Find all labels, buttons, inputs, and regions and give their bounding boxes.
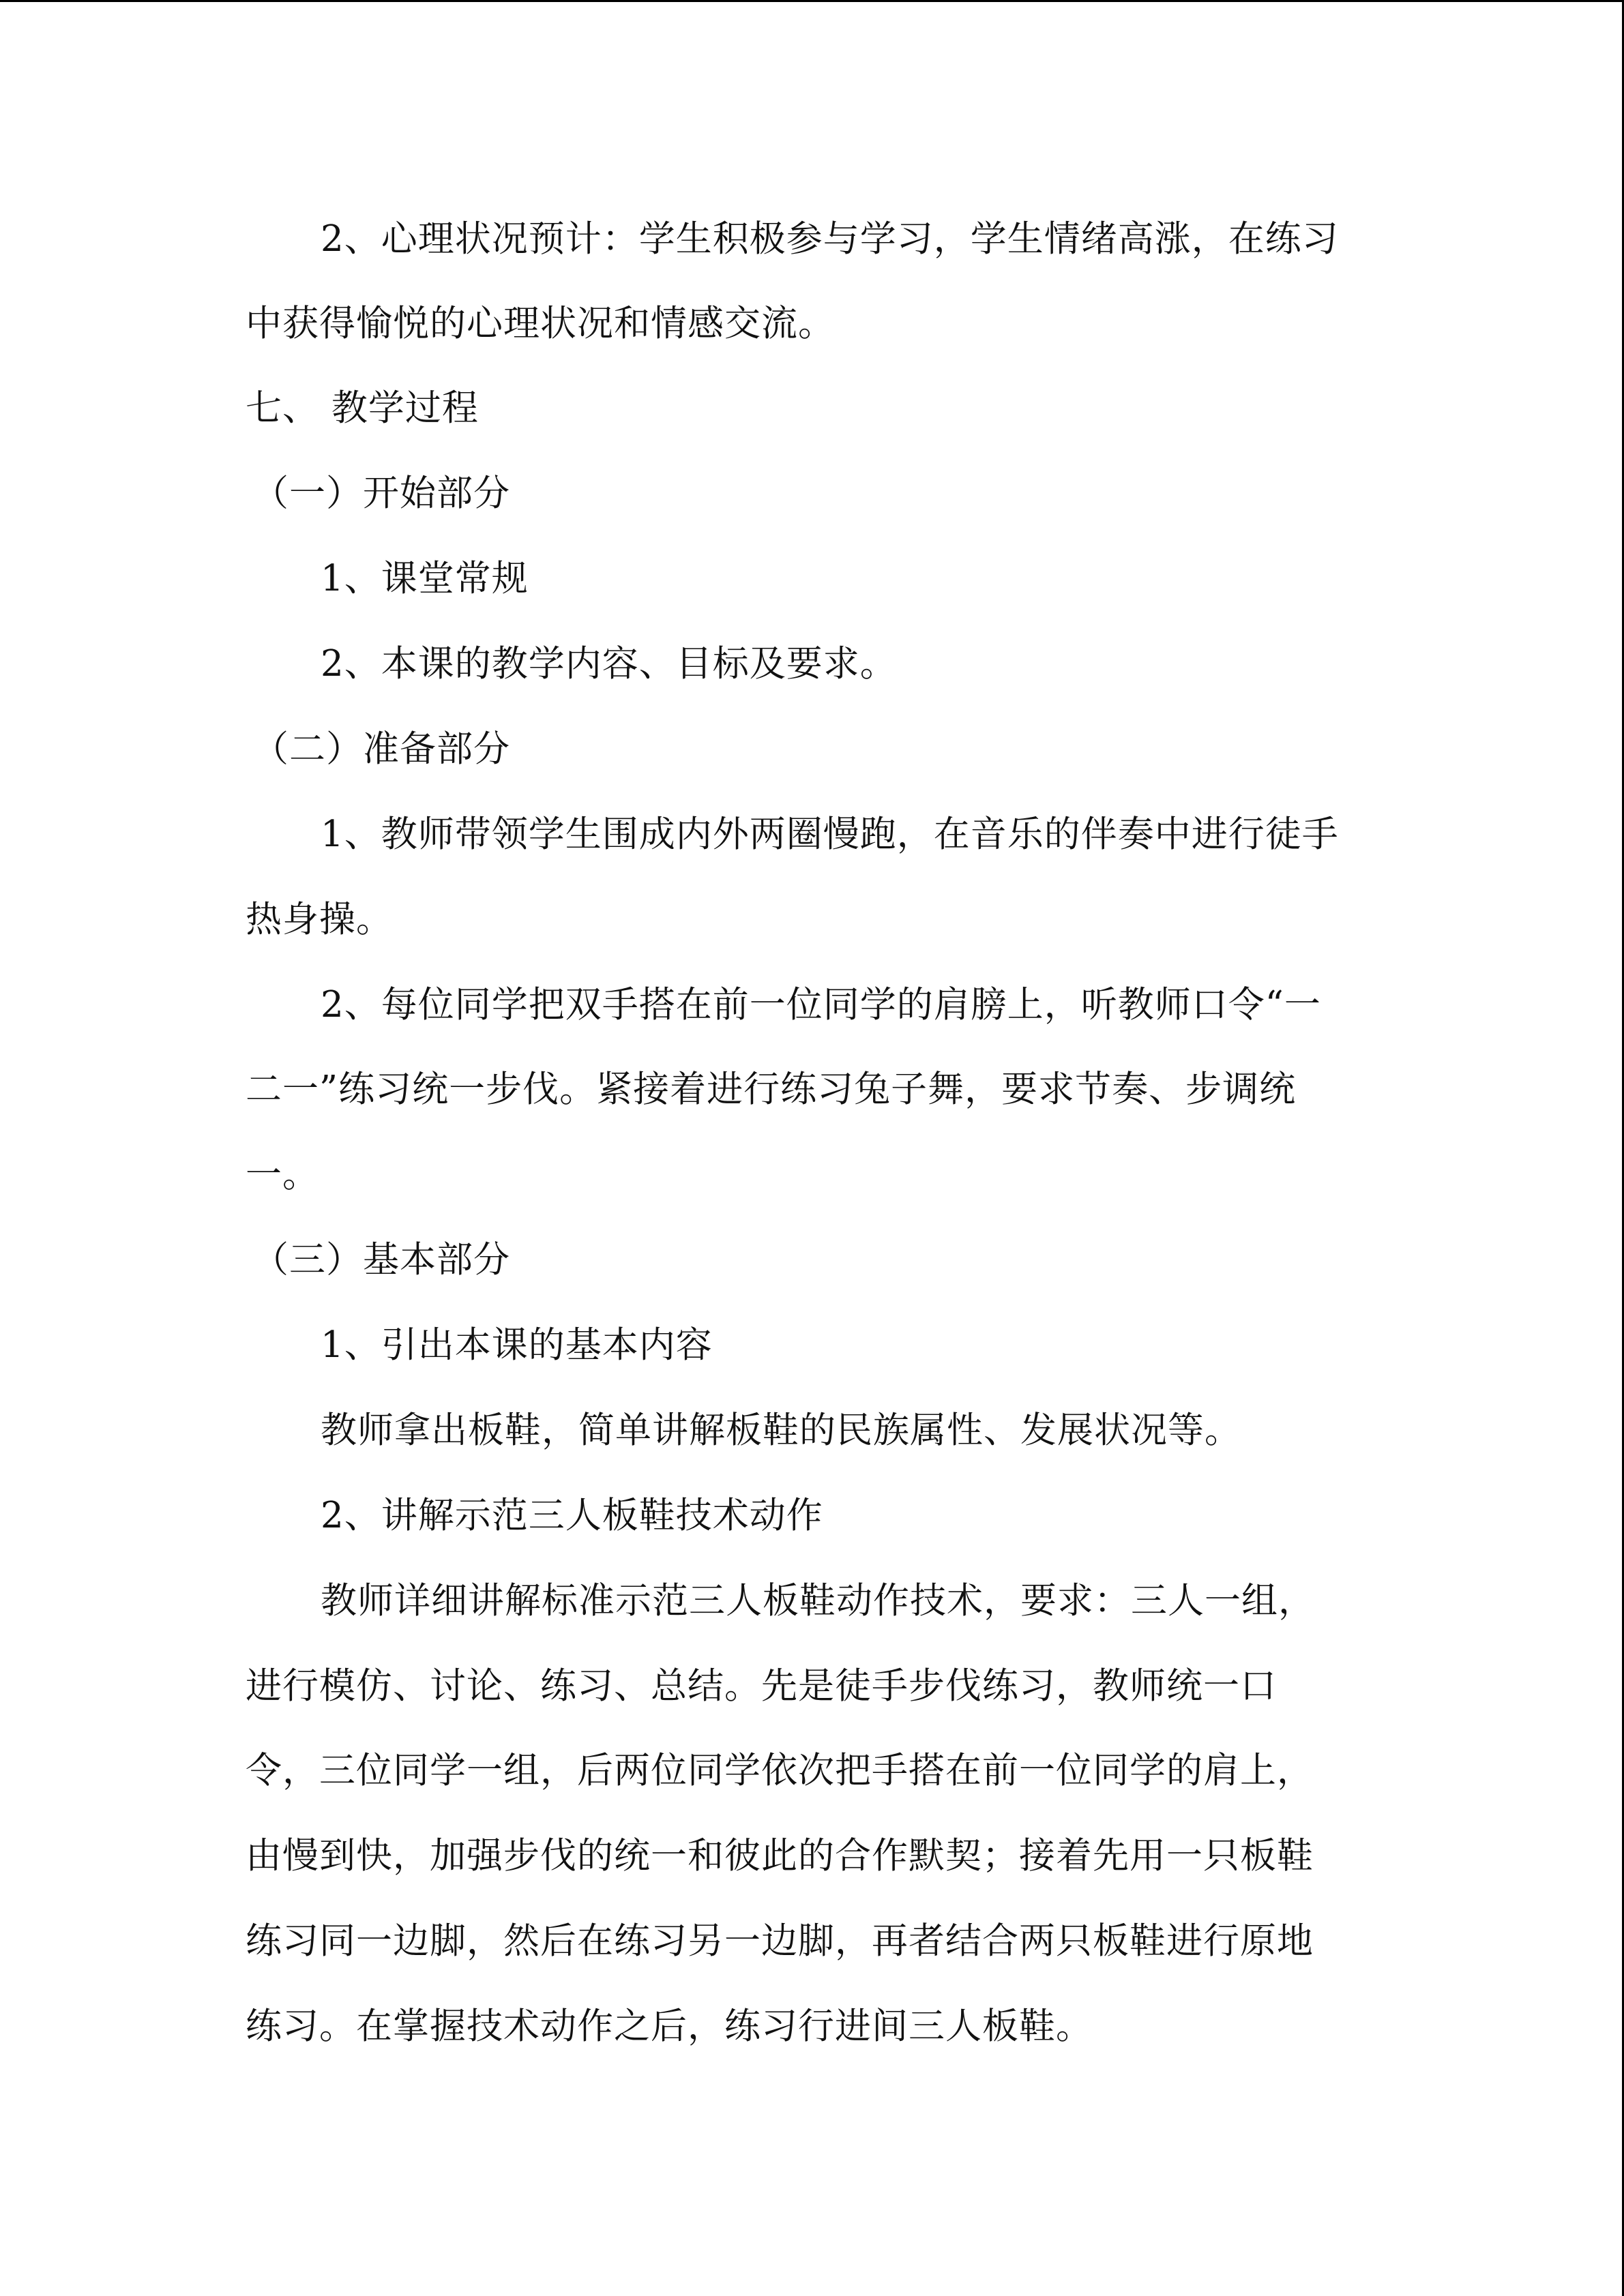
paragraph-line: 二一”练习统一步伐。紧接着进行练习兔子舞，要求节奏、步调统	[246, 1069, 1297, 1110]
paragraph-line: 令，三位同学一组，后两位同学依次把手搭在前一位同学的肩上，	[246, 1750, 1314, 1791]
paragraph-line: 1、教师带领学生围成内外两圈慢跑，在音乐的伴奏中进行徒手	[321, 814, 1339, 855]
subsection-heading: （一）开始部分	[252, 473, 510, 514]
paragraph-line: 一。	[246, 1154, 319, 1195]
paragraph-line: 2、每位同学把双手搭在前一位同学的肩膀上，听教师口令“一	[321, 984, 1321, 1026]
section-heading: 七、 教学过程	[246, 387, 479, 429]
subsection-heading: （二）准备部分	[252, 728, 510, 770]
paragraph-line: 由慢到快，加强步伐的统一和彼此的合作默契；接着先用一只板鞋	[246, 1835, 1314, 1877]
paragraph-line: 2、心理状况预计：学生积极参与学习，学生情绪高涨，在练习	[321, 218, 1339, 260]
paragraph-line: 进行模仿、讨论、练习、总结。先是徒手步伐练习，教师统一口	[246, 1665, 1277, 1707]
paragraph-line: 教师详细讲解标准示范三人板鞋动作技术，要求：三人一组，	[321, 1580, 1315, 1622]
page-top-border	[0, 0, 1624, 2]
paragraph-line: 练习。在掌握技术动作之后，练习行进间三人板鞋。	[246, 2006, 1093, 2047]
paragraph-line: 2、本课的教学内容、目标及要求。	[321, 643, 897, 685]
paragraph-line: 2、讲解示范三人板鞋技术动作	[321, 1495, 823, 1536]
paragraph-line: 中获得愉悦的心理状况和情感交流。	[246, 303, 835, 344]
paragraph-line: 教师拿出板鞋，简单讲解板鞋的民族属性、发展状况等。	[321, 1410, 1241, 1451]
paragraph-line: 热身操。	[246, 899, 393, 940]
paragraph-line: 1、引出本课的基本内容	[321, 1324, 713, 1366]
paragraph-line: 练习同一边脚，然后在练习另一边脚，再者结合两只板鞋进行原地	[246, 1920, 1314, 1962]
paragraph-line: 1、课堂常规	[321, 558, 529, 599]
subsection-heading: （三）基本部分	[252, 1239, 510, 1281]
